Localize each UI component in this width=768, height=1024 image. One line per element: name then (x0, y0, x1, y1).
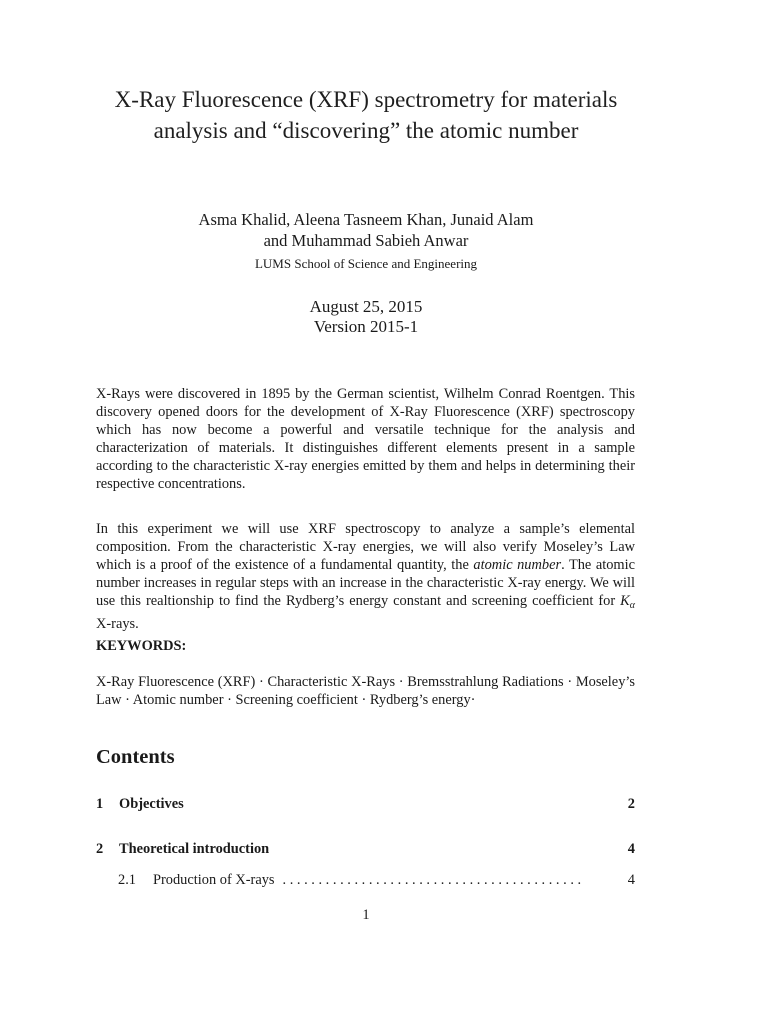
toc-entry-title: Theoretical introduction (119, 841, 270, 857)
page-number: 1 (362, 907, 370, 923)
affiliation: LUMS School of Science and Engineering (254, 256, 478, 271)
abstract-paragraph-1: X-Rays were discovered in 1895 by the German scientist, Wilhelm Conrad Roentgen. This discovery opened doors for the development of X-Ray Fluorescence (XRF) spectroscopy which has now become a powerful and versatile technique for the analysis and characterization of materials. It distinguishes different elements present in a sample according to the characteristic X-ray energies emitted by them and helps in determining their respective concentrations. (96, 386, 635, 492)
keywords-list: X-Ray Fluorescence (XRF) · Characteristic X-Rays · Bremsstrahlung Radiations · Moseley’s Law · Atomic number · Screening coefficient · Rydberg’s energy· (96, 674, 635, 708)
abstract-p2-text-a: In this experiment we will use XRF spectroscopy to analyze a sample’s elemental composition. From the characteristic X-ray energies, we will also verify Moseley’s Law which is a proof of the existence of a fundamental quantity, the (96, 521, 635, 573)
publication-date: August 25, 2015 (309, 297, 423, 316)
authors-line-1: Asma Khalid, Aleena Tasneem Khan, Junaid Alam (198, 210, 534, 229)
version-label: Version 2015-1 (313, 317, 419, 336)
toc-entry-number: 2.1 (118, 872, 136, 888)
abstract-paragraph-2 (96, 520, 635, 633)
toc-entry-theoretical-introduction[interactable] (96, 841, 635, 859)
abstract-p2-emphasis: atomic number (473, 557, 562, 573)
contents-heading: Contents (96, 746, 175, 768)
toc-entry-number: 1 (96, 796, 104, 812)
toc-entry-objectives[interactable] (96, 796, 635, 814)
paper-title: X-Ray Fluorescence (XRF) spectrometry for materials analysis and “discovering” the atomic number (114, 87, 618, 143)
toc-entry-number: 2 (96, 841, 104, 857)
toc-dot-leader: . . . . . . . . . . . . . . . . . . . . . . . . . . . . . . . . . . . . . . . . . . (282, 872, 582, 888)
date-block (96, 297, 636, 337)
toc-entry-title: Objectives (119, 796, 184, 812)
toc-entry-production-of-x-rays[interactable] (118, 872, 635, 890)
abstract-p2-text-c: X-rays. (96, 616, 139, 632)
k-symbol: K (620, 593, 630, 609)
toc-entry-page: 4 (627, 872, 635, 888)
k-alpha-subscript: α (629, 600, 635, 611)
author-list (96, 209, 636, 251)
toc-entry-page: 4 (627, 841, 635, 857)
toc-entry-title: Production of X-rays (153, 872, 275, 888)
toc-entry-page: 2 (627, 796, 635, 812)
keywords-heading: KEYWORDS: (96, 638, 187, 654)
authors-line-2: and Muhammad Sabieh Anwar (263, 231, 469, 250)
abstract-p2-text-b: . The atomic number increases in regular steps with an increase in the characteristic X-ray energy. We will use this realtionship to find the Rydberg’s energy constant and screening coefficient for (96, 557, 635, 609)
